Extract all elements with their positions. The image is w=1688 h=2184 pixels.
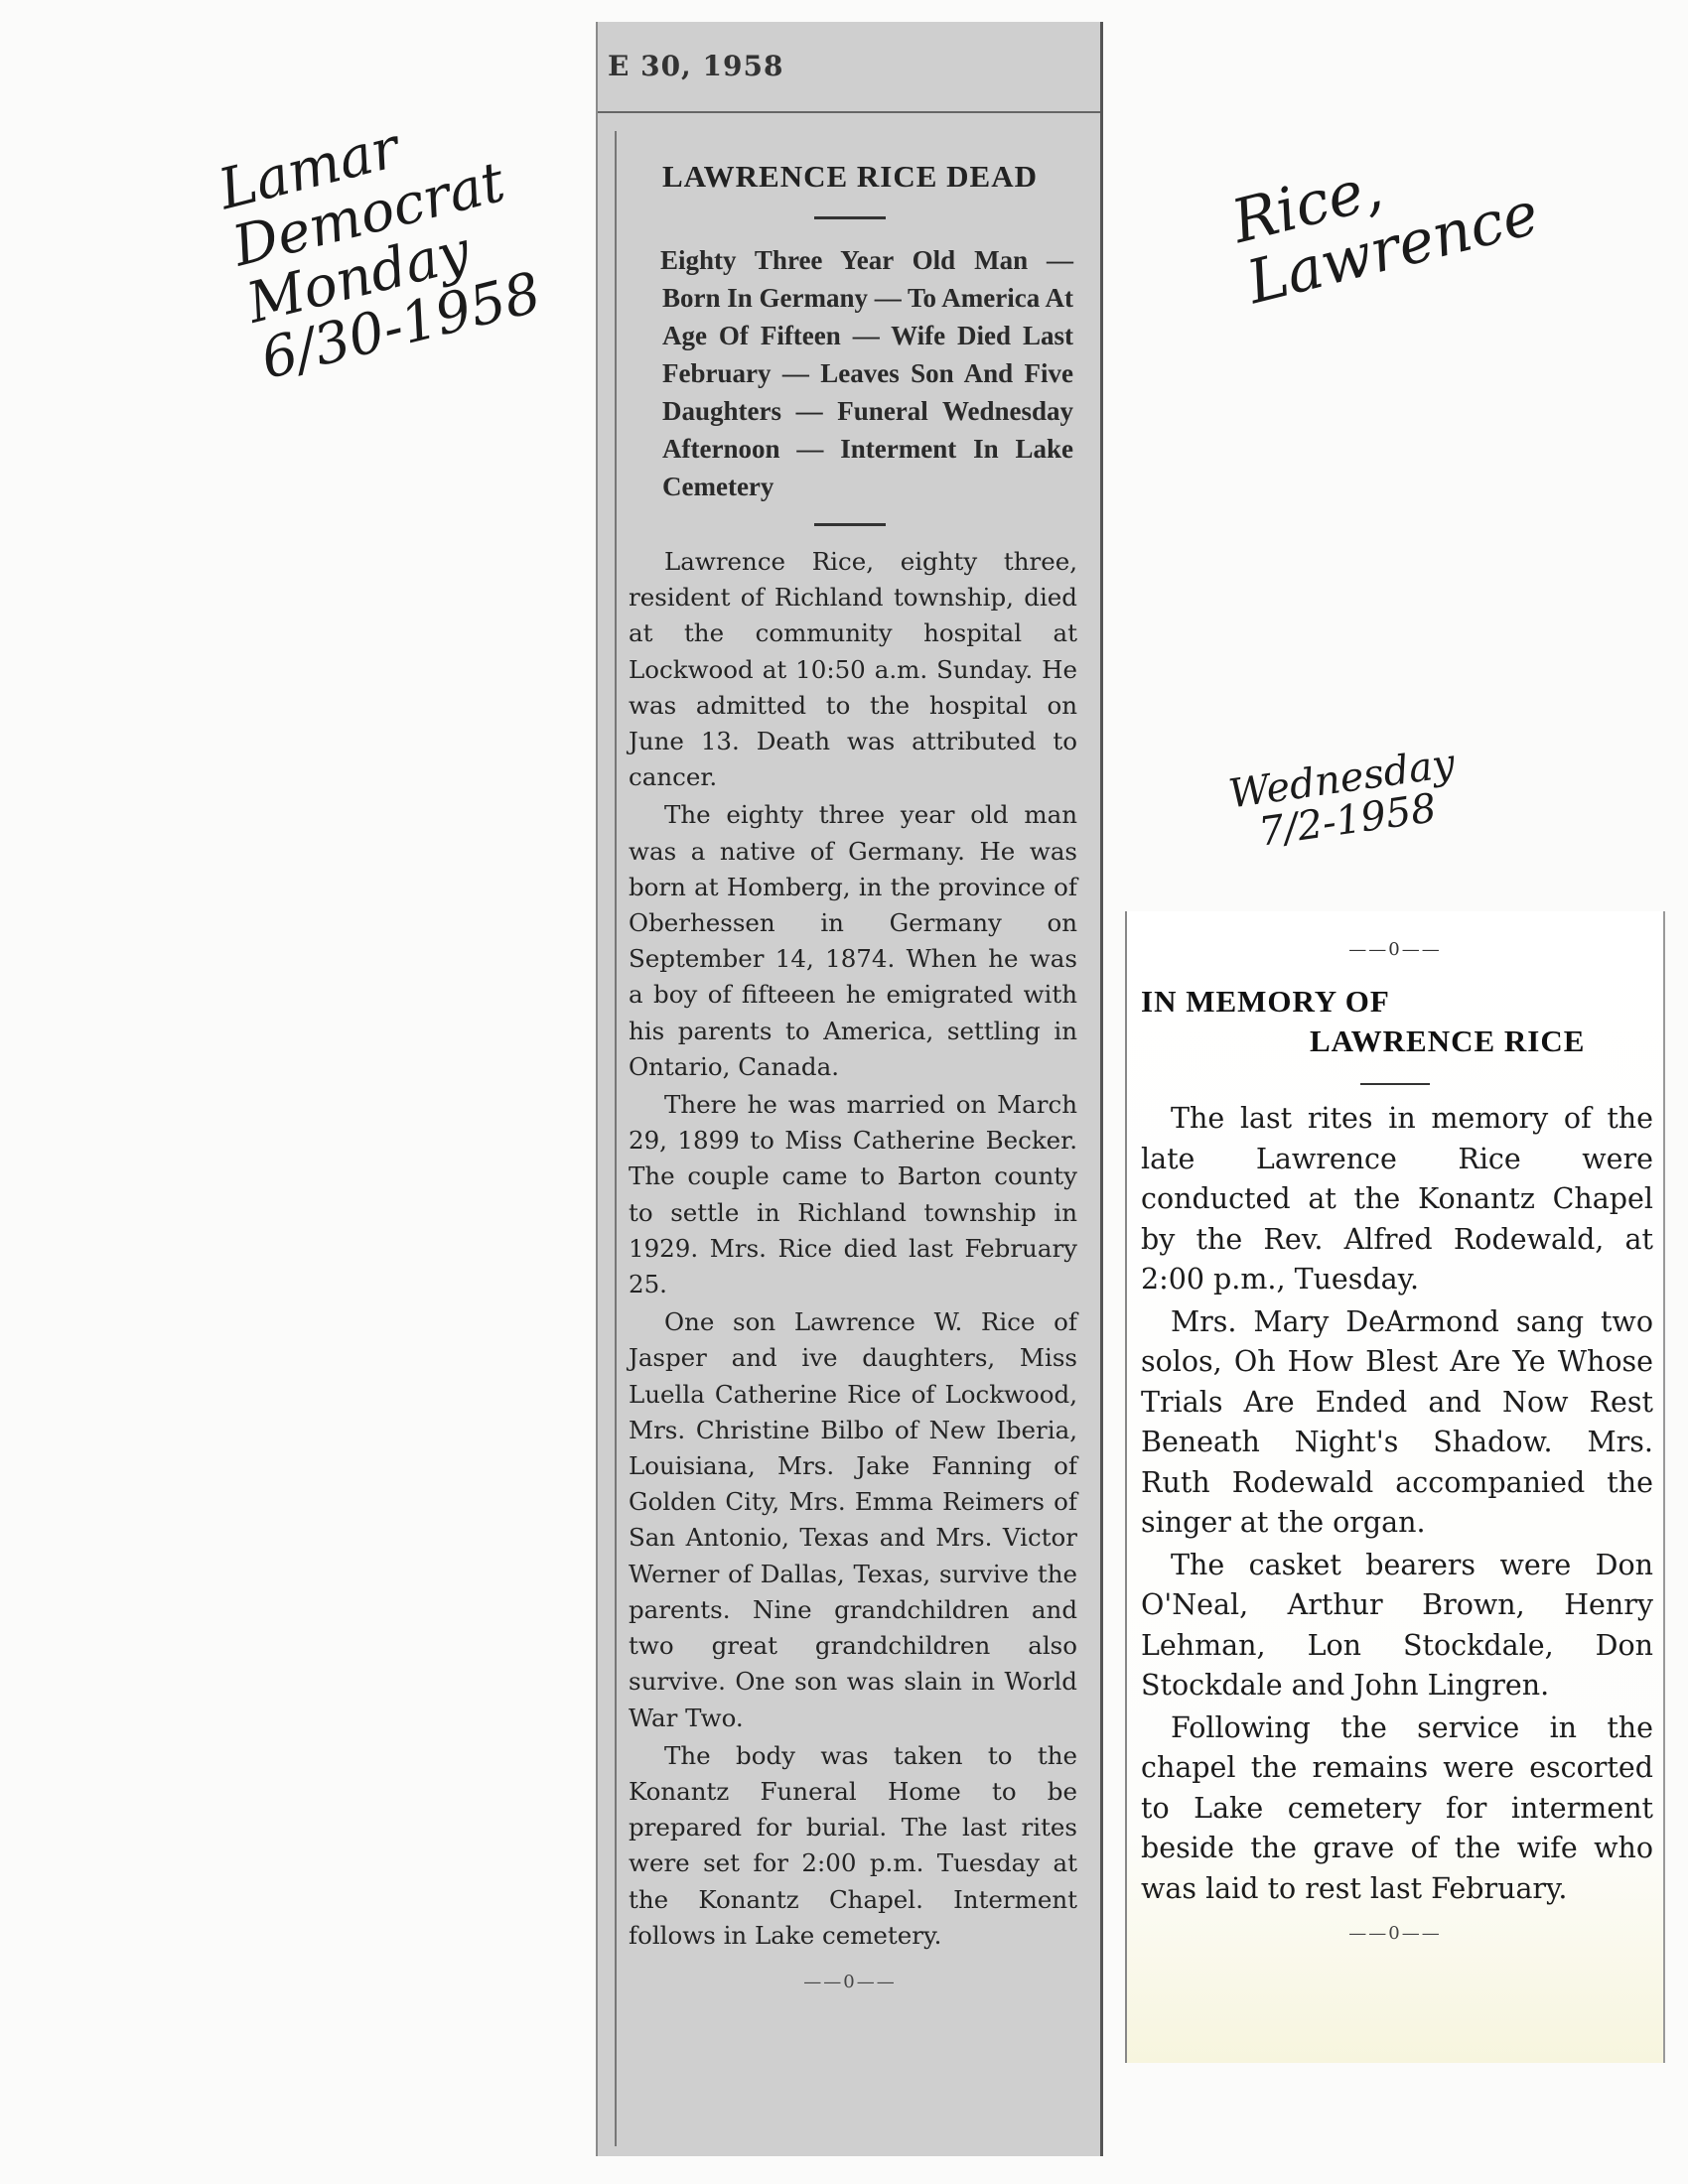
memorial-rule bbox=[1360, 1083, 1430, 1085]
handwritten-date-note: Wednesday 7/2-1958 bbox=[1225, 741, 1459, 856]
memorial-paragraph: The last rites in memory of the late Lawrence Rice were conducted at the Konantz Chapel by the Rev. Alfred Rodewald, at 2:00 p.m., Tuesday. bbox=[1141, 1102, 1653, 1296]
handwritten-name-note: Rice, Lawrence bbox=[1225, 153, 1546, 319]
memorial-end-mark: ——0—— bbox=[1348, 1923, 1442, 1944]
obituary-paragraph: There he was married on March 29, 1899 to Miss Catherine Becker. The couple came to Barton county to settle in Richland township in 1929. Mrs. Rice died last February 25. bbox=[629, 1090, 1077, 1299]
headline-rule bbox=[814, 216, 886, 219]
clipping-dateline: E 30, 1958 bbox=[608, 50, 784, 82]
subheadline-rule bbox=[814, 523, 886, 526]
obituary-end-mark: ——0—— bbox=[803, 1971, 897, 1992]
memorial-headline-line1: IN MEMORY OF bbox=[1141, 984, 1390, 1019]
obituary-column bbox=[615, 131, 1083, 2146]
memorial-clipping bbox=[1125, 911, 1665, 2063]
memorial-headline-line2: LAWRENCE RICE bbox=[1310, 1024, 1586, 1058]
memorial-paragraph: The casket bearers were Don O'Neal, Arthur Brown, Henry Lehman, Lon Stockdale, Don Stockdale and John Lingren. bbox=[1141, 1548, 1653, 1702]
obituary-paragraph: Lawrence Rice, eighty three, resident of Richland township, died at the community hospital at Lockwood at 10:50 a.m. Sunday. He was admitted to the hospital on June 13. Death was attributed to cancer. bbox=[629, 547, 1077, 792]
memorial-headline bbox=[1141, 982, 1663, 1061]
memorial-paragraph: Following the service in the chapel the remains were escorted to Lake cemetery for interment beside the grave of the wife who was laid to rest last February. bbox=[1141, 1710, 1653, 1905]
obituary-body bbox=[629, 544, 1077, 1954]
memorial-body bbox=[1141, 1099, 1653, 1909]
handwritten-source-note: Lamar Democrat Monday 6/30-1958 bbox=[212, 115, 548, 393]
memorial-top-mark: ——0—— bbox=[1348, 939, 1442, 960]
obituary-headline: LAWRENCE RICE DEAD bbox=[662, 159, 1038, 194]
obituary-paragraph: The body was taken to the Konantz Funeral Home to be prepared for burial. The last rites were set for 2:00 p.m. Tuesday at the Konantz Chapel. Interment follows in Lake cemetery. bbox=[629, 1740, 1077, 1950]
memorial-paragraph: Mrs. Mary DeArmond sang two solos, Oh How Blest Are Ye Whose Trials Are Ended and Now Rest Beneath Night's Shadow. Mrs. Ruth Rodewald accompanied the singer at the organ. bbox=[1141, 1304, 1653, 1539]
obituary-paragraph: The eighty three year old man was a native of Germany. He was born at Homberg, in the province of Oberhessen in Germany on September 14, 1874. When he was a boy of fifteeen he emigrated with his parents to America, settling in Ontario, Canada. bbox=[629, 800, 1077, 1081]
obituary-subheadline: Eighty Three Year Old Man — Born In Germany — To America At Age Of Fifteen — Wife Died Last February — Leaves Son And Five Daughters — Funeral Wednesday Afternoon — Interment In Lake Cemetery bbox=[660, 245, 1074, 501]
obituary-paragraph: One son Lawrence W. Rice of Jasper and ive daughters, Miss Luella Catherine Rice of Lockwood, Mrs. Christine Bilbo of New Iberia, Louisiana, Mrs. Jake Fanning of Golden City, Mrs. Emma Reimers of San Antonio, Texas and Mrs. Victor Werner of Dallas, Texas, survive the parents. Nine grandchildren and two great grandchildren also survive. One son was slain in World War Two. bbox=[629, 1307, 1077, 1732]
obituary-clipping bbox=[596, 22, 1103, 2156]
dateline-rule bbox=[598, 111, 1100, 113]
